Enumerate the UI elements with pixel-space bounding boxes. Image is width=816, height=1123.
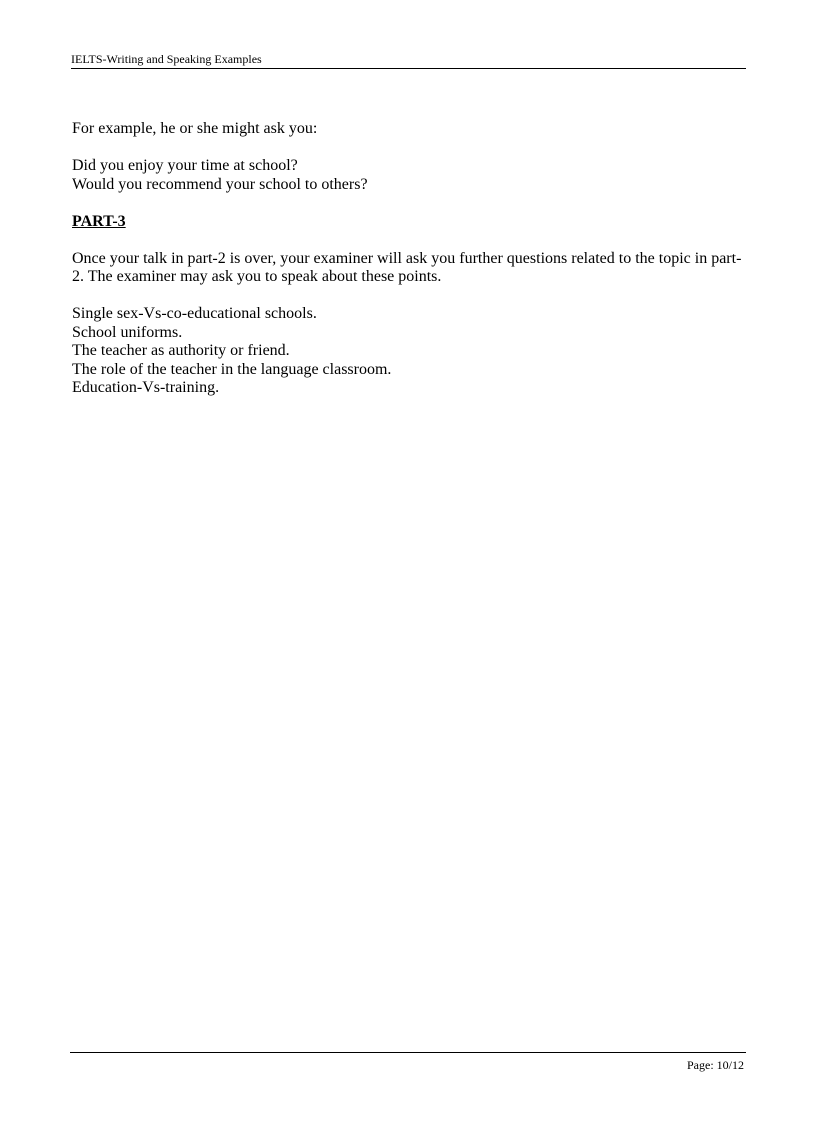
spacer [72, 287, 748, 306]
part3-paragraph-line: Once your talk in part-2 is over, your examiner will ask you further questions related to the topic in part- [72, 249, 742, 267]
section-heading-part3: PART-3 [72, 212, 126, 230]
page-header [71, 51, 746, 69]
spacer [72, 139, 748, 158]
intro-text: For example, he or she might ask you: [72, 120, 318, 137]
header-title: IELTS-Writing and Speaking Examples [71, 52, 262, 66]
page-number: Page: 10/12 [687, 1058, 744, 1072]
point-item: Single sex-Vs-co-educational schools. [72, 305, 317, 322]
point-item: Education-Vs-training. [72, 379, 220, 396]
part3-paragraph-line: 2. The examiner may ask you to speak about these points. [72, 268, 442, 285]
question-item: Did you enjoy your time at school? [72, 157, 298, 174]
spacer [72, 231, 748, 250]
footer-divider [70, 1052, 746, 1053]
page-content [72, 120, 748, 398]
spacer [72, 194, 748, 213]
point-item: The role of the teacher in the language classroom. [72, 360, 392, 378]
question-item: Would you recommend your school to others? [72, 175, 368, 193]
point-item: School uniforms. [72, 323, 183, 341]
point-item: The teacher as authority or friend. [72, 342, 290, 359]
